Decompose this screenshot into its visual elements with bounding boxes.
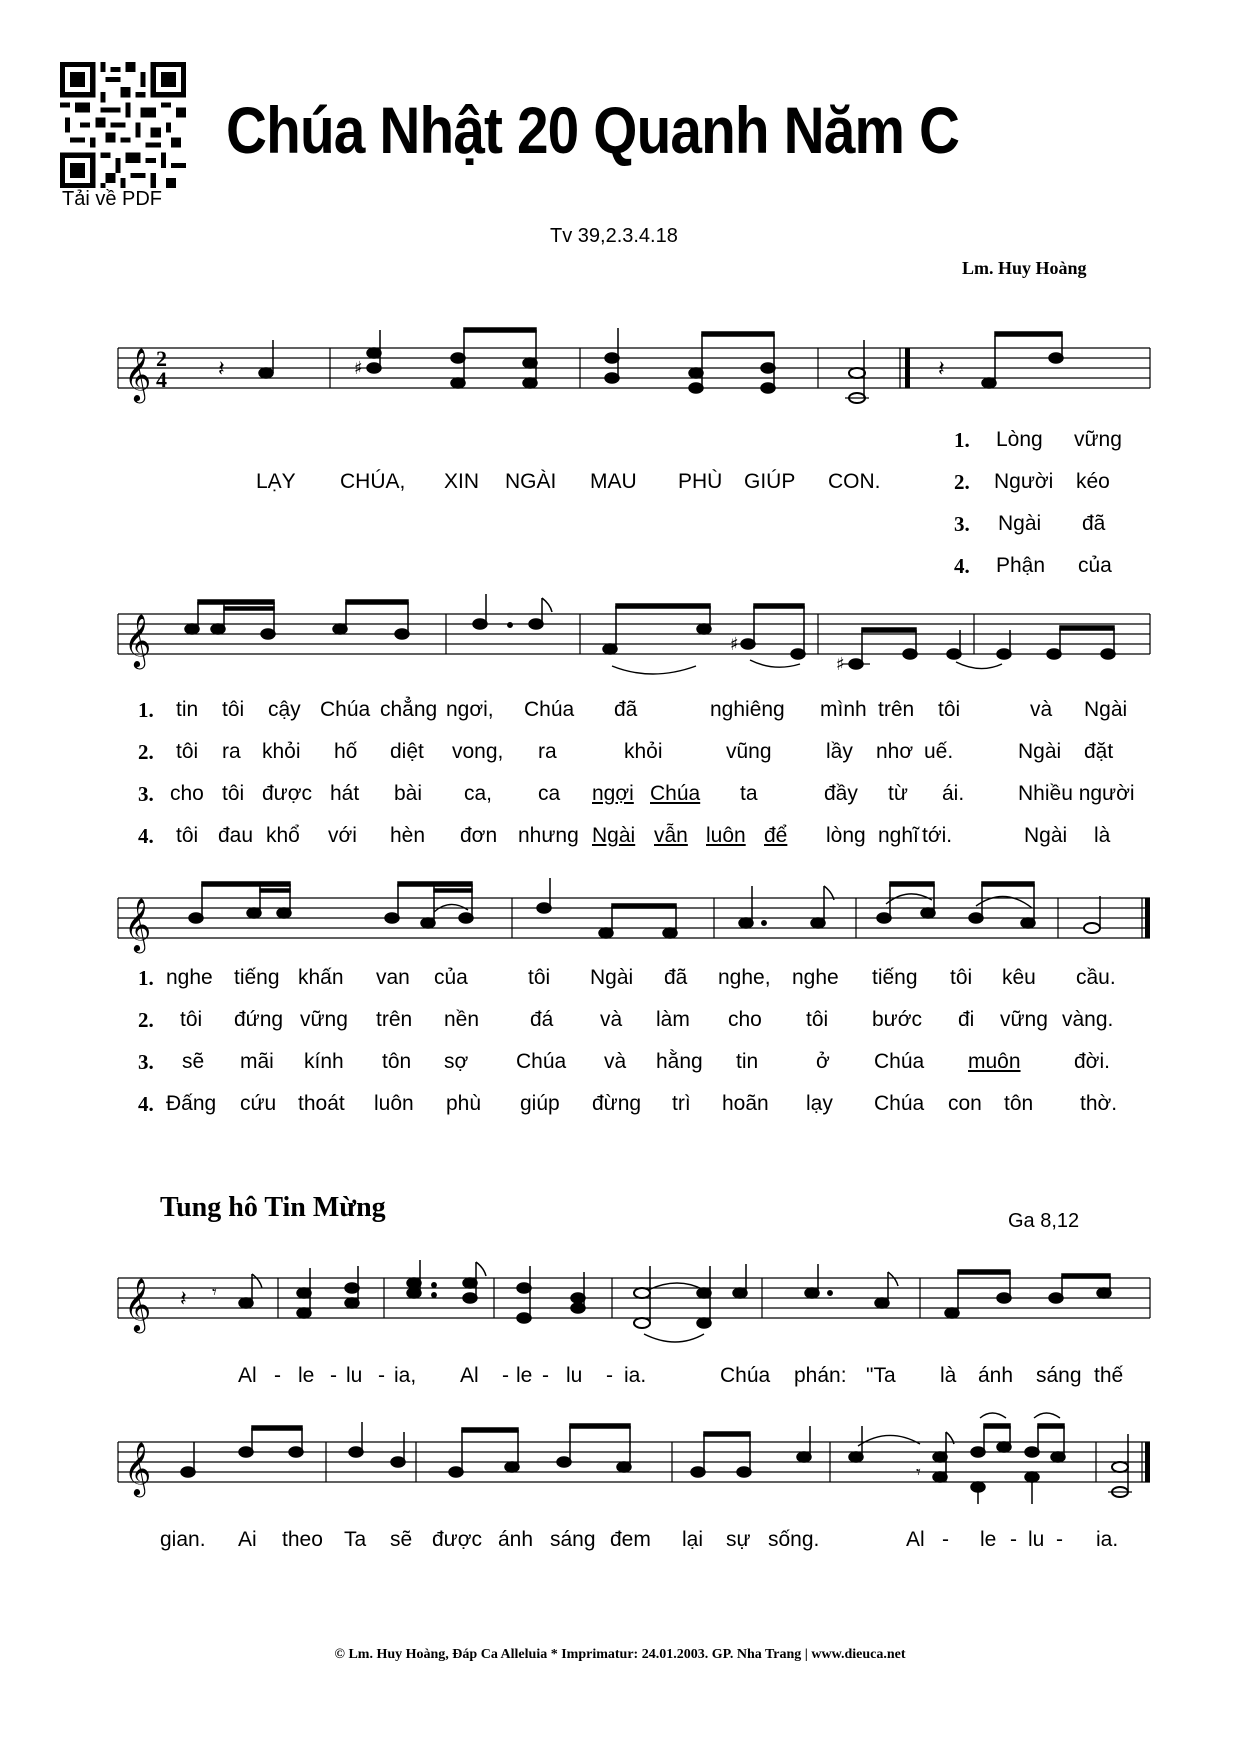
lyric-word: Chúa <box>524 698 575 721</box>
lyric-word: tiếng <box>234 966 280 989</box>
lyric-word: CHÚA, <box>340 470 406 493</box>
lyric-word: thờ. <box>1080 1092 1118 1115</box>
lyric-word: thế <box>1094 1364 1124 1387</box>
lyric-word: cậy <box>268 698 301 721</box>
verse-number: 2. <box>138 740 154 764</box>
lyric-word: đã <box>664 966 688 989</box>
lyric-word: trên <box>376 1008 413 1031</box>
svg-text:𝄞: 𝄞 <box>124 1441 152 1495</box>
lyric-word: sáng <box>550 1528 596 1551</box>
lyric-word: là <box>940 1364 957 1387</box>
lyric-word: Al <box>906 1528 925 1551</box>
lyric-word: theo <box>282 1528 323 1551</box>
svg-text:𝄽: 𝄽 <box>938 357 945 382</box>
lyric-word: tiếng <box>872 966 918 989</box>
lyric-word: tôi <box>222 782 245 805</box>
copyright-footer: © Lm. Huy Hoàng, Đáp Ca Alleluia * Imprimatur: 24.01.2003. GP. Nha Trang | www.dieuca.net <box>334 1647 906 1662</box>
lyric-word: sáng <box>1036 1364 1082 1387</box>
lyric-word: nghĩ <box>878 824 919 847</box>
lyric-word: vẫn <box>654 824 688 847</box>
lyric-word: tin <box>736 1050 759 1073</box>
lyric-word: nghe <box>166 966 213 989</box>
verse-number: 2. <box>954 470 970 494</box>
lyric-word: kéo <box>1076 470 1110 493</box>
lyric-word: GIÚP <box>744 470 796 493</box>
page-title: Chúa Nhật 20 Quanh Năm C <box>226 93 960 167</box>
lyric-word: Ta <box>344 1528 367 1551</box>
lyric-word: với <box>328 824 357 847</box>
svg-text:𝄾: 𝄾 <box>212 1282 217 1303</box>
lyric-word: Ngài <box>592 824 636 847</box>
lyric-word: chẳng <box>380 698 438 721</box>
lyric-word: MAU <box>590 470 637 493</box>
verse-number: 1. <box>954 428 970 452</box>
lyric-word: mãi <box>240 1050 274 1073</box>
lyric-word: Ai <box>238 1528 257 1551</box>
lyric-word: uế. <box>924 740 954 763</box>
svg-text:♯: ♯ <box>354 358 363 379</box>
verse-number: 3. <box>138 782 154 806</box>
svg-text:♯: ♯ <box>836 654 845 675</box>
psalm-reference: Tv 39,2.3.4.18 <box>550 225 678 247</box>
lyric-word: Đấng <box>166 1092 217 1115</box>
lyric-word: nhơ <box>876 740 914 763</box>
lyric-word: ở <box>816 1050 830 1073</box>
lyric-word: Nhiều người <box>1018 782 1135 805</box>
verse-number: 3. <box>138 1050 154 1074</box>
lyric-word: khấn <box>298 966 344 989</box>
lyric-word: - <box>1010 1528 1017 1551</box>
staff-3 <box>118 876 1150 972</box>
lyric-word: luôn <box>706 824 746 847</box>
lyric-word: ngợi <box>592 782 634 805</box>
lyric-word: đơn <box>460 824 498 847</box>
lyric-word: - <box>542 1364 549 1387</box>
lyric-word: vong, <box>452 740 504 763</box>
lyric-word: vàng. <box>1062 1008 1114 1031</box>
verse-number: 3. <box>954 512 970 536</box>
lyric-word: khỏi <box>624 740 663 763</box>
alleluia-heading: Tung hô Tin Mừng <box>160 1192 386 1223</box>
lyric-word: - <box>1056 1528 1063 1551</box>
lyric-word: tôi <box>938 698 961 721</box>
lyric-word: lu <box>346 1364 363 1387</box>
lyric-word: Chúa <box>874 1050 925 1073</box>
svg-text:𝄞: 𝄞 <box>124 613 152 667</box>
lyric-word: "Ta <box>866 1364 896 1387</box>
lyric-word: của <box>1078 554 1112 577</box>
lyric-word: hát <box>330 782 360 805</box>
lyric-word: sợ <box>444 1050 469 1073</box>
lyric-word: trì <box>672 1092 691 1115</box>
svg-text:𝄽: 𝄽 <box>180 1287 187 1312</box>
lyric-word: hoãn <box>722 1092 769 1115</box>
lyric-word: Al <box>238 1364 257 1387</box>
lyric-word: - <box>606 1364 613 1387</box>
lyric-word: đầy <box>824 782 858 805</box>
lyric-word: Chúa <box>874 1092 925 1115</box>
svg-text:𝄞: 𝄞 <box>124 897 152 951</box>
gospel-reference: Ga 8,12 <box>1008 1210 1080 1232</box>
lyric-word: vững <box>1000 1008 1048 1031</box>
lyric-word: nền <box>444 1008 480 1031</box>
lyric-word: sẽ <box>182 1050 205 1073</box>
staff-4 <box>118 1240 1150 1350</box>
lyric-word: tôn <box>1004 1092 1034 1115</box>
lyric-word: đá <box>530 1008 554 1031</box>
lyric-word: ia. <box>624 1364 647 1387</box>
lyric-word: ia. <box>1096 1528 1119 1551</box>
lyric-word: vững <box>300 1008 348 1031</box>
svg-text:2: 2 <box>156 346 167 371</box>
staff-1 <box>118 310 1150 420</box>
lyric-word: tôi <box>950 966 973 989</box>
lyric-word: đau <box>218 824 254 847</box>
lyric-word: đặt <box>1084 740 1114 763</box>
lyric-word: đi <box>958 1008 975 1031</box>
lyric-word: giúp <box>520 1092 560 1115</box>
lyric-word: tin <box>176 698 199 721</box>
lyric-word: Al <box>460 1364 479 1387</box>
lyric-word: nghe, <box>718 966 771 989</box>
qr-code-icon[interactable] <box>60 62 186 188</box>
lyric-word: phù <box>446 1092 482 1115</box>
verse-number: 2. <box>138 1008 154 1032</box>
lyric-word: sẽ <box>390 1528 413 1551</box>
lyric-word: bài <box>394 782 423 805</box>
svg-text:𝄞: 𝄞 <box>124 347 152 401</box>
lyric-word: và <box>604 1050 627 1073</box>
lyric-word: luôn <box>374 1092 414 1115</box>
lyric-word: le <box>298 1364 315 1387</box>
lyric-word: tôi <box>180 1008 203 1031</box>
lyric-word: kính <box>304 1050 344 1073</box>
lyric-word: Phận <box>996 554 1046 577</box>
lyric-word: Chúa <box>650 782 701 805</box>
lyric-word: NGÀI <box>505 470 557 493</box>
lyric-word: gian. <box>160 1528 206 1551</box>
lyric-word: mình <box>820 698 867 721</box>
lyric-word: LẠY <box>256 470 296 493</box>
lyric-word: Ngài <box>1024 824 1068 847</box>
lyric-word: Ngài <box>590 966 634 989</box>
lyric-word: tôi <box>222 698 245 721</box>
lyric-word: tôn <box>382 1050 412 1073</box>
staff-2 <box>118 592 1150 692</box>
download-pdf-link[interactable]: Tải về PDF <box>62 188 163 210</box>
lyric-word: nghiêng <box>710 698 785 721</box>
lyric-word: tôi <box>176 740 199 763</box>
lyric-word: đừng <box>592 1092 642 1115</box>
lyric-word: nhưng <box>518 824 579 847</box>
lyric-word: vũng <box>726 740 772 763</box>
lyric-word: ra <box>538 740 557 763</box>
lyric-word: ra <box>222 740 241 763</box>
lyric-word: tới. <box>922 824 953 847</box>
lyric-word: ca <box>538 782 561 805</box>
lyric-word: bước <box>872 1008 923 1031</box>
lyric-word: khỏi <box>262 740 301 763</box>
lyric-word: - <box>378 1364 385 1387</box>
lyric-word: sống. <box>768 1528 820 1551</box>
lyric-word: ngơi, <box>446 698 494 721</box>
svg-text:𝄾: 𝄾 <box>916 1462 921 1483</box>
lyric-word: hằng <box>656 1050 703 1073</box>
lyric-word: - <box>942 1528 949 1551</box>
lyric-word: Chúa <box>516 1050 567 1073</box>
lyric-word: le <box>980 1528 997 1551</box>
lyric-word: là <box>1094 824 1111 847</box>
lyric-word: vững <box>1074 428 1122 451</box>
lyric-word: van <box>376 966 410 989</box>
lyric-word: - <box>274 1364 281 1387</box>
lyric-word: và <box>1030 698 1053 721</box>
lyric-word: lạy <box>806 1092 833 1115</box>
lyric-word: lòng <box>826 824 866 847</box>
lyric-word: sự <box>726 1528 751 1551</box>
verse-number: 4. <box>954 554 970 578</box>
lyric-word: Người <box>994 470 1054 493</box>
lyric-word: - <box>330 1364 337 1387</box>
lyric-word: ánh <box>978 1364 1014 1387</box>
lyric-word: hèn <box>390 824 426 847</box>
lyric-word: Chúa <box>320 698 371 721</box>
svg-text:𝄽: 𝄽 <box>218 357 225 382</box>
lyric-word: tôi <box>176 824 199 847</box>
lyric-word: CON. <box>828 470 881 493</box>
lyric-word: XIN <box>444 470 480 493</box>
lyric-word: để <box>764 824 788 847</box>
lyric-word: cho <box>728 1008 762 1031</box>
lyric-word: cầu. <box>1076 966 1116 989</box>
lyric-word: lu <box>566 1364 583 1387</box>
lyric-word: cho <box>170 782 204 805</box>
lyric-word: thoát <box>298 1092 345 1115</box>
lyric-word: Ngài <box>1084 698 1128 721</box>
lyric-word: đứng <box>234 1008 284 1031</box>
lyric-word: Ngài <box>998 512 1042 535</box>
lyric-word: con <box>948 1092 982 1115</box>
lyric-word: nghe <box>792 966 839 989</box>
lyric-word: ca, <box>464 782 493 805</box>
lyric-word: ia, <box>394 1364 417 1387</box>
svg-text:𝄞: 𝄞 <box>124 1277 152 1331</box>
staff-5 <box>118 1404 1150 1514</box>
lyric-word: làm <box>656 1008 690 1031</box>
lyric-word: - <box>502 1364 509 1387</box>
lyric-word: đời. <box>1074 1050 1110 1073</box>
lyric-word: được <box>262 782 313 805</box>
lyric-word: ta <box>740 782 758 805</box>
verse-number: 1. <box>138 966 154 990</box>
lyric-word: ánh <box>498 1528 534 1551</box>
lyric-word: lu <box>1028 1528 1045 1551</box>
lyric-word: khổ <box>266 824 300 847</box>
lyric-word: Ngài <box>1018 740 1062 763</box>
lyric-word: ái. <box>942 782 965 805</box>
lyric-word: PHÙ <box>678 470 723 493</box>
lyric-word: le <box>516 1364 533 1387</box>
lyric-word: kêu <box>1002 966 1036 989</box>
lyric-word: muôn <box>968 1050 1021 1073</box>
lyric-word: lại <box>682 1528 704 1551</box>
lyric-word: đem <box>610 1528 651 1551</box>
lyric-word: của <box>434 966 468 989</box>
lyric-word: Lòng <box>996 428 1043 451</box>
svg-text:4: 4 <box>156 367 167 392</box>
lyric-word: hố <box>334 740 358 763</box>
lyric-word: trên <box>878 698 915 721</box>
lyric-word: và <box>600 1008 623 1031</box>
lyric-word: được <box>432 1528 483 1551</box>
svg-text:♯: ♯ <box>730 634 739 655</box>
verse-number: 4. <box>138 1092 154 1116</box>
lyric-word: tôi <box>806 1008 829 1031</box>
verse-number: 4. <box>138 824 154 848</box>
lyric-word: tôi <box>528 966 551 989</box>
lyric-word: phán: <box>794 1364 847 1387</box>
lyric-word: diệt <box>390 740 424 763</box>
lyric-word: Chúa <box>720 1364 771 1387</box>
lyric-word: lầy <box>826 740 853 763</box>
composer: Lm. Huy Hoàng <box>962 258 1087 278</box>
lyric-word: đã <box>614 698 638 721</box>
lyric-word: đã <box>1082 512 1106 535</box>
lyric-word: từ <box>888 782 908 805</box>
verse-number: 1. <box>138 698 154 722</box>
lyric-word: cứu <box>240 1092 277 1115</box>
